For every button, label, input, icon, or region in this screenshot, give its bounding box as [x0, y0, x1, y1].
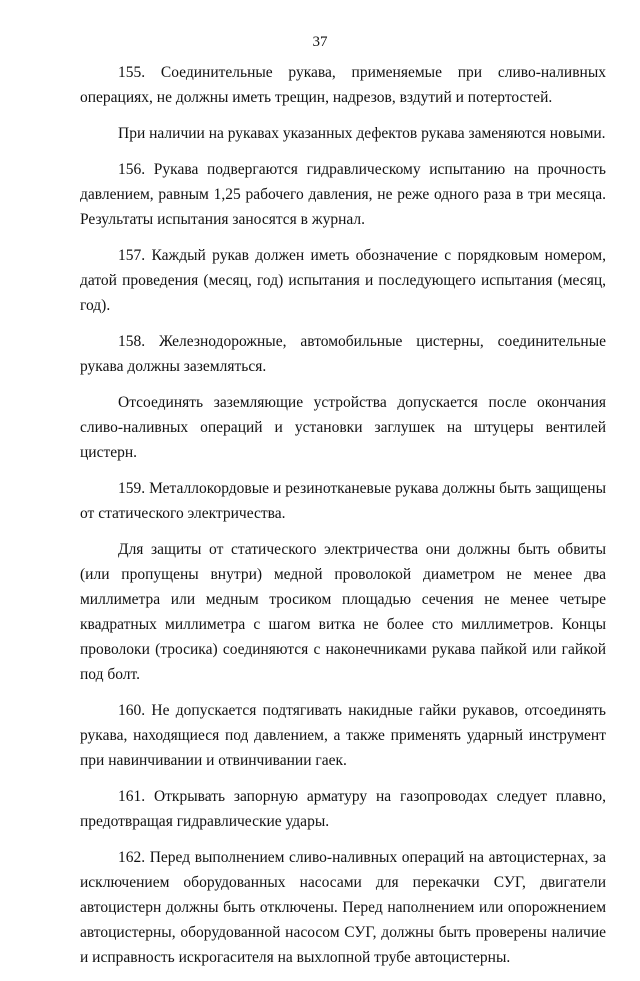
paragraph-159-note: Для защиты от статического электричества они должны быть обвиты (или пропущены внутри) медной проволокой диаметром не менее два миллиметра или медным тросиком площадью сечения не менее четыре квадратных миллиметра с шагом витка не более сто миллиметров. Концы проволоки (тросика) соединяются с наконечниками рукава пайкой или гайкой под болт.: [80, 541, 606, 683]
document-body: [80, 60, 606, 981]
paragraph-155-note: При наличии на рукавах указанных дефектов рукава заменяются новыми.: [118, 125, 606, 142]
paragraph-158: 158. Железнодорожные, автомобильные цистерны, соединительные рукава должны заземляться.: [80, 333, 606, 375]
paragraph-156: 156. Рукава подвергаются гидравлическому испытанию на прочность давлением, равным 1,25 рабочего давления, не реже одного раза в три месяца. Результаты испытания заносятся в журнал.: [80, 161, 606, 228]
paragraph-162: 162. Перед выполнением сливо-наливных операций на автоцистернах, за исключением оборудованных насосами для перекачки СУГ, двигатели автоцистерн должны быть отключены. Перед наполнением или опорожнением автоцистерны, оборудованной насосом СУГ, должны быть проверены наличие и исправность искрогасителя на выхлопной трубе автоцистерны.: [80, 849, 606, 966]
paragraph-160: 160. Не допускается подтягивать накидные гайки рукавов, отсоединять рукава, находящиеся под давлением, а также применять ударный инструмент при навинчивании и отвинчивании гаек.: [80, 702, 606, 769]
paragraph-159: 159. Металлокордовые и резинотканевые рукава должны быть защищены от статического электричества.: [80, 480, 606, 522]
paragraph-155: 155. Соединительные рукава, применяемые при сливо-наливных операциях, не должны иметь трещин, надрезов, вздутий и потертостей.: [80, 64, 606, 106]
paragraph-158-note: Отсоединять заземляющие устройства допускается после окончания сливо-наливных операций и установки заглушек на штуцеры вентилей цистерн.: [80, 394, 606, 461]
paragraph-157: 157. Каждый рукав должен иметь обозначение с порядковым номером, датой проведения (месяц, год) испытания и последующего испытания (месяц, год).: [80, 247, 606, 314]
paragraph-161: 161. Открывать запорную арматуру на газопроводах следует плавно, предотвращая гидравлические удары.: [80, 788, 606, 830]
page-number: 37: [312, 34, 328, 50]
